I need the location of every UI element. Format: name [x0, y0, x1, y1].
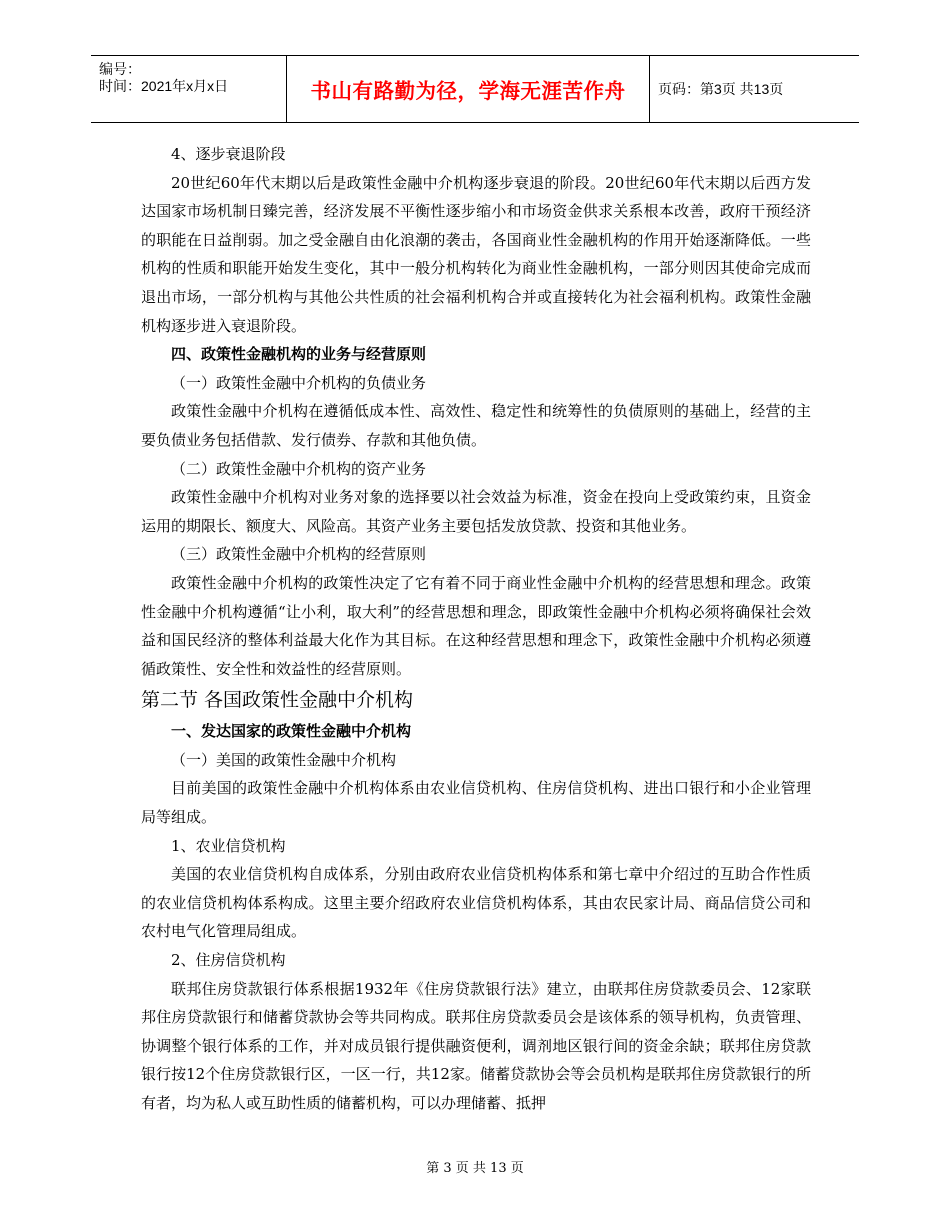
paragraph-liability-business: 政策性金融中介机构在遵循低成本性、高效性、稳定性和统筹性的负债原则的基础上，经营的主要负债业务包括借款、发行债券、存款和其他负债。 [141, 402, 811, 449]
paragraph-asset-business: 政策性金融中介机构对业务对象的选择要以社会效益为标准，资金在投向上受政策约束，且资金运用的期限长、额度大、风险高。其资产业务主要包括发放贷款、投资和其他业务。 [141, 488, 811, 535]
section-title: 第二节 各国政策性金融中介机构 [141, 689, 414, 712]
heading-developed-countries: 一、发达国家的政策性金融中介机构 [171, 722, 412, 741]
document-number-label: 编号： [99, 61, 141, 77]
subheading-housing-credit: 2、住房信贷机构 [171, 951, 286, 970]
subheading-operating-principles: （三）政策性金融中介机构的经营原则 [171, 545, 427, 564]
document-time-label: 时间：2021年x月x日 [99, 78, 229, 94]
paragraph-us-institutions: 目前美国的政策性金融中介机构体系由农业信贷机构、住房信贷机构、进出口银行和小企业管理局等组成。 [141, 779, 811, 827]
heading-business-principles: 四、政策性金融机构的业务与经营原则 [171, 345, 427, 364]
paragraph-decline-stage: 20世纪60年代末期以后是政策性金融中介机构逐步衰退的阶段。20世纪60年代末期以后西方发达国家市场机制日臻完善，经济发展不平衡性逐步缩小和市场资金供求关系根本改善，政府干预经济的职能在日益削弱。加之受金融自由化浪潮的袭击，各国商业性金融机构的作用开始逐渐降低。一些机构的性质和职能开始发生变化，其中一般分机构转化为商业性金融机构，一部分则因其使命完成而退出市场，一部分机构与其他公共性质的社会福利机构合并或直接转化为社会福利机构。政策性金融机构逐步进入衰退阶段。 [141, 173, 811, 335]
paragraph-agricultural-credit: 美国的农业信贷机构自成体系，分别由政府农业信贷机构体系和第七章中介绍过的互助合作性质的农业信贷机构体系构成。这里主要介绍政府农业信贷机构体系，其由农民家计局、商品信贷公司和农村电气化管理局组成。 [141, 865, 811, 941]
page-header [91, 55, 859, 123]
subheading-liability-business: （一）政策性金融中介机构的负债业务 [171, 373, 427, 392]
header-motto: 书山有路勤为径，学海无涯苦作舟 [286, 56, 650, 122]
page-footer: 第 3 页 共 13 页 [426, 1161, 524, 1176]
subheading-agricultural-credit: 1、农业信贷机构 [171, 836, 286, 855]
paragraph-housing-credit: 联邦住房贷款银行体系根据1932年《住房贷款银行法》建立，由联邦住房贷款委员会、12家联邦住房贷款银行和储蓄贷款协会等共同构成。联邦住房贷款委员会是该体系的领导机构，负责管理、协调整个银行体系的工作，并对成员银行提供融资便利，调剂地区银行间的资金余缺；联邦住房贷款银行按12个住房贷款银行区，一区一行，共12家。储蓄贷款协会等会员机构是联邦住房贷款银行的所有者，均为私人或互助性质的储蓄机构，可以办理储蓄、抵押 [141, 979, 811, 1112]
paragraph-operating-principles: 政策性金融中介机构的政策性决定了它有着不同于商业性金融中介机构的经营思想和理念。政策性金融中介机构遵循“让小利，取大利”的经营思想和理念，即政策性金融中介机构必须将确保社会效益和国民经济的整体利益最大化作为其目标。在这种经营思想和理念下，政策性金融中介机构必须遵循政策性、安全性和效益性的经营原则。 [141, 573, 811, 678]
header-meta [91, 56, 286, 122]
subheading-decline-stage: 4、逐步衰退阶段 [171, 145, 286, 163]
document-body [141, 140, 811, 1118]
subheading-us-institutions: （一）美国的政策性金融中介机构 [171, 750, 397, 769]
header-page-info: 页码：第3页 共13页 [658, 81, 784, 97]
subheading-asset-business: （二）政策性金融中介机构的资产业务 [171, 459, 427, 478]
